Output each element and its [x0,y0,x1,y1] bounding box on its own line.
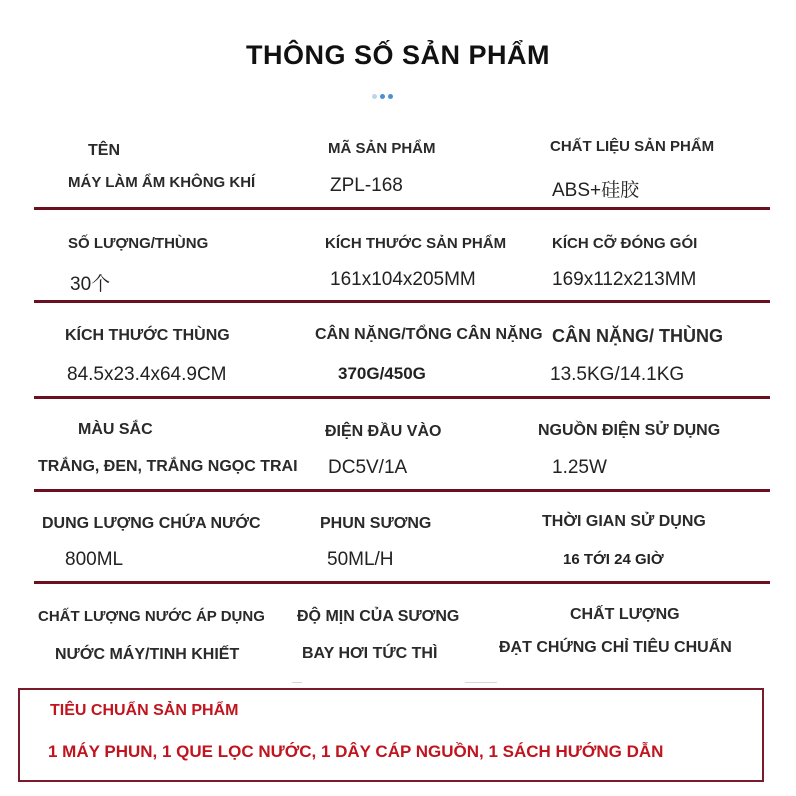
spec-label-mist-output: PHUN SƯƠNG [320,515,432,532]
spec-value-power-consumption: 1.25W [552,457,607,478]
spec-label-product-size: KÍCH THƯỚC SẢN PHẨM [325,235,507,252]
dot-icon [380,94,385,99]
spec-label-qty-per-carton: SỐ LƯỢNG/THÙNG [68,235,209,252]
product-standard-box [18,688,764,782]
row-divider [34,489,770,492]
spec-value-run-time: 16 TỚI 24 GIỜ [563,551,664,568]
spec-label-product-code: MÃ SẢN PHẨM [328,140,436,157]
spec-value-input-power: DC5V/1A [328,457,408,478]
spec-label-water-quality: CHẤT LƯỢNG NƯỚC ÁP DỤNG [38,608,265,625]
carousel-dots-indicator [370,94,400,102]
spec-label-weight: CÂN NẶNG/TỔNG CÂN NẶNG [315,326,543,343]
spec-label-run-time: THỜI GIAN SỬ DỤNG [542,513,706,530]
spec-label-carton-weight: CÂN NẶNG/ THÙNG [552,326,723,346]
spec-value-name: MÁY LÀM ẨM KHÔNG KHÍ [68,174,256,191]
spec-value-water-capacity: 800ML [65,549,124,570]
spec-label-power-consumption: NGUỒN ĐIỆN SỬ DỤNG [538,422,721,439]
dot-icon [372,94,377,99]
spec-label-quality: CHẤT LƯỢNG [570,606,680,623]
spec-value-color: TRẮNG, ĐEN, TRẮNG NGỌC TRAI [38,458,298,475]
product-standard-heading: TIÊU CHUẨN SẢN PHẨM [50,702,239,719]
spec-label-package-size: KÍCH CỠ ĐÓNG GÓI [552,235,698,252]
spec-label-carton-size: KÍCH THƯỚC THÙNG [65,327,230,344]
spec-value-package-size: 169x112x213MM [552,269,697,290]
spec-label-color: MÀU SẮC [78,421,153,438]
spec-value-weight: 370G/450G [338,364,426,383]
faint-divider [292,682,302,683]
product-standard-contents: 1 MÁY PHUN, 1 QUE LỌC NƯỚC, 1 DÂY CÁP NGUỒN, 1 SÁCH HƯỚNG DẪN [48,742,664,761]
row-divider [34,300,770,303]
spec-value-carton-weight: 13.5KG/14.1KG [550,364,685,385]
spec-label-mist-fineness: ĐỘ MỊN CỦA SƯƠNG [297,608,460,625]
spec-value-quality: ĐẠT CHỨNG CHỈ TIÊU CHUẨN [499,639,732,656]
spec-value-product-code: ZPL-168 [330,175,403,196]
row-divider [34,207,770,210]
spec-value-material: ABS+硅胶 [552,180,640,201]
spec-label-name: TÊN [88,142,120,159]
spec-value-product-size: 161x104x205MM [330,269,476,290]
spec-label-material: CHẤT LIỆU SẢN PHẨM [550,138,715,155]
row-divider [34,581,770,584]
row-divider [34,396,770,399]
spec-value-mist-output: 50ML/H [327,549,394,570]
spec-value-water-quality: NƯỚC MÁY/TINH KHIẾT [55,646,240,663]
page-title: THÔNG SỐ SẢN PHẨM [245,40,550,70]
spec-value-mist-fineness: BAY HƠI TỨC THÌ [302,645,438,662]
faint-divider [465,682,497,683]
dot-icon [388,94,393,99]
spec-value-carton-size: 84.5x23.4x64.9CM [67,364,227,385]
spec-label-input-power: ĐIỆN ĐẦU VÀO [325,423,442,440]
spec-value-qty-per-carton: 30个 [70,274,111,295]
spec-label-water-capacity: DUNG LƯỢNG CHỨA NƯỚC [42,515,261,532]
